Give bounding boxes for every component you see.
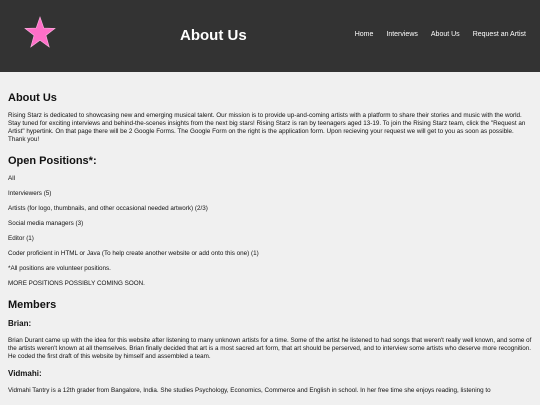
members-heading: Members: [8, 299, 57, 311]
main-nav: [342, 31, 526, 38]
site-header: [0, 0, 540, 72]
star-icon[interactable]: [24, 16, 56, 50]
nav-home[interactable]: Home: [354, 31, 374, 38]
position-item: Artists (for logo, thumbnails, and other occasional needed artwork) (2/3): [8, 205, 208, 212]
page-title: About Us: [180, 27, 247, 44]
open-positions-heading: Open Positions*:: [8, 155, 97, 167]
position-item: All: [8, 175, 15, 182]
nav-request-artist[interactable]: Request an Artist: [472, 31, 526, 38]
position-item: Social media managers (3): [8, 220, 84, 227]
about-heading: About Us: [8, 92, 57, 104]
position-note: *All positions are volunteer positions.: [8, 265, 111, 272]
about-text: Rising Starz is dedicated to showcasing new and emerging musical talent. Our mission is to provide up-and-coming artists with a platform to share their stories and music with the world. Stay tuned for exciting interviews and behind-the-scenes insights from the next big stars! Rising Starz is ran by teenagers aged 13-19. To join the Rising Starz team, click the "Request an Artist" hypertink. On that page there will be 2 Google Forms. The Google Form on the right is the application form. Upon recieving your request we will get to you as soon as possible. Thank you!: [8, 112, 526, 143]
main-content: [0, 72, 540, 395]
member-name: Brian:: [8, 319, 32, 328]
member-bio: Vidmahi Tantry is a 12th grader from Bangalore, India. She studies Psychology, Economics, Commerce and English in school. In her free time she enjoys reading, listening to: [8, 387, 491, 394]
position-note: MORE POSITIONS POSSIBLY COMING SOON.: [8, 280, 145, 287]
position-item: Editor (1): [8, 235, 34, 242]
member-bio: Brian Durant came up with the idea for this website after listening to many unknown artists for a time. Some of the artist he listened to had songs that weren't really well known, and some of the artists weren't known at all themselves. Brian finally decided that art is a most sacred art form, that art should be perserved, and to interview some artists who deserve more recognition. He coded the first draft of this website by himself and assembled a team.: [8, 337, 532, 360]
nav-about-us[interactable]: About Us: [430, 31, 460, 38]
position-item: Coder proficient in HTML or Java (To help create another website or add onto this one) (1): [8, 250, 259, 257]
member-name: Vidmahi:: [8, 369, 42, 378]
position-item: Interviewers (5): [8, 190, 52, 197]
nav-interviews[interactable]: Interviews: [386, 31, 418, 38]
